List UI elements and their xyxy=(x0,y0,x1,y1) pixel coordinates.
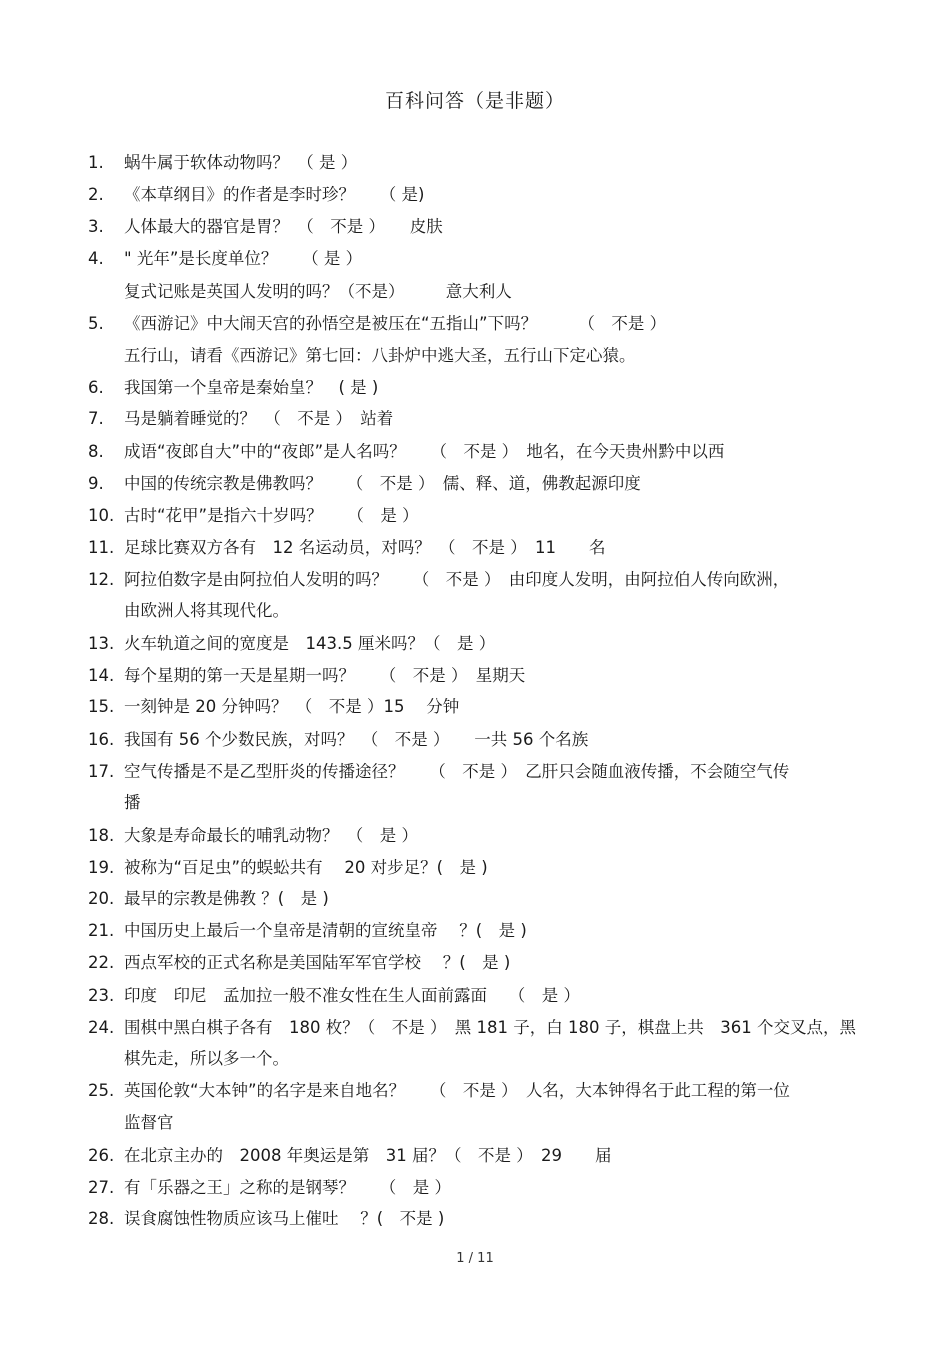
question-number: 10. xyxy=(88,506,115,525)
question-number: 17. xyxy=(88,762,115,781)
question-number: 9. xyxy=(88,474,104,493)
question-number: 13. xyxy=(88,634,115,653)
question-text: 棋先走，所以多一个。 xyxy=(124,1049,289,1068)
question-text: 火车轨道之间的宽度是 143.5 厘米吗？（ 是 ） xyxy=(124,634,496,653)
question-number: 8. xyxy=(88,442,104,461)
question-text: 阿拉伯数字是由阿拉伯人发明的吗？ （ 不是 ） 由印度人发明，由阿拉伯人传向欧洲， xyxy=(124,570,790,589)
question-text: 最早的宗教是佛教 ？( 是 ) xyxy=(124,889,329,908)
question-text: 足球比赛双方各有 12 名运动员，对吗？ （ 不是 ） 11 名 xyxy=(124,538,606,557)
question-text: 印度 印尼 孟加拉一般不准女性在生人面前露面 （ 是 ） xyxy=(124,986,580,1005)
question-number: 22. xyxy=(88,953,115,972)
question-text: 空气传播是不是乙型肝炎的传播途径？ （ 不是 ） 乙肝只会随血液传播，不会随空气传 xyxy=(124,762,790,781)
question-number: 7. xyxy=(88,409,104,428)
question-text: 误食腐蚀性物质应该马上催吐 ？( 不是 ) xyxy=(124,1209,445,1228)
question-text: 古时“花甲”是指六十岁吗？ （ 是 ） xyxy=(124,506,419,525)
question-number: 26. xyxy=(88,1146,115,1165)
question-text: 马是躺着睡觉的？ （ 不是 ） 站着 xyxy=(124,409,394,428)
question-number: 20. xyxy=(88,889,115,908)
question-text: 每个星期的第一天是星期一吗？ （ 不是 ） 星期天 xyxy=(124,666,526,685)
question-text: 人体最大的器官是胃？ （ 不是 ） 皮肤 xyxy=(124,217,443,236)
page-number: 1 / 11 xyxy=(456,1251,494,1266)
question-number: 18. xyxy=(88,826,115,845)
question-text: 播 xyxy=(124,793,141,812)
question-number: 4. xyxy=(88,249,104,268)
question-number: 3. xyxy=(88,217,104,236)
question-text: 《西游记》中大闹天宫的孙悟空是被压在“五指山”下吗？ （ 不是 ） xyxy=(124,314,667,333)
question-text: 西点军校的正式名称是美国陆军军官学校 ？( 是 ) xyxy=(124,953,511,972)
question-text: 我国有 56 个少数民族，对吗？ （ 不是 ） 一共 56 个名族 xyxy=(124,730,589,749)
question-text: 蜗牛属于软体动物吗？ （ 是 ） xyxy=(124,153,358,172)
question-text: 《本草纲目》的作者是李时珍？ （ 是) xyxy=(124,185,425,204)
question-text: 由欧洲人将其现代化。 xyxy=(124,601,289,620)
question-number: 21. xyxy=(88,921,115,940)
question-number: 5. xyxy=(88,314,104,333)
question-number: 12. xyxy=(88,570,115,589)
page-title: 百科问答（是非题） xyxy=(384,90,565,112)
question-number: 23. xyxy=(88,986,115,1005)
question-number: 15. xyxy=(88,697,115,716)
question-number: 25. xyxy=(88,1081,115,1100)
question-number: 11. xyxy=(88,538,115,557)
question-text: 大象是寿命最长的哺乳动物？ （ 是 ） xyxy=(124,826,418,845)
question-number: 6. xyxy=(88,378,104,397)
question-number: 27. xyxy=(88,1178,115,1197)
question-text: 围棋中黑白棋子各有 180 枚？（ 不是 ） 黑 181 子，白 180 子，棋盘上共 361 个交叉点，黑 xyxy=(124,1018,856,1037)
question-text: 复式记账是英国人发明的吗？（不是） 意大利人 xyxy=(124,282,512,301)
question-number: 24. xyxy=(88,1018,115,1037)
question-text: 中国历史上最后一个皇帝是清朝的宣统皇帝 ？( 是 ) xyxy=(124,921,527,940)
question-text: 五行山，请看《西游记》第七回：八卦炉中逃大圣，五行山下定心猿。 xyxy=(124,346,636,365)
question-text: 被称为“百足虫”的蜈蚣共有 20 对步足？( 是 ) xyxy=(124,858,488,877)
question-text: " 光年”是长度单位？ （ 是 ） xyxy=(124,249,363,268)
question-text: 一刻钟是 20 分钟吗？ （ 不是 ）15 分钟 xyxy=(124,697,460,716)
question-number: 28. xyxy=(88,1209,115,1228)
question-text: 中国的传统宗教是佛教吗？ （ 不是 ） 儒、释、道，佛教起源印度 xyxy=(124,474,641,493)
question-text: 英国伦敦“大本钟”的名字是来自地名？ （ 不是 ） 人名，大本钟得名于此工程的第一位 xyxy=(124,1081,790,1100)
question-text: 我国第一个皇帝是秦始皇？ ( 是 ) xyxy=(124,378,379,397)
question-number: 1. xyxy=(88,153,104,172)
question-number: 2. xyxy=(88,185,104,204)
question-number: 16. xyxy=(88,730,115,749)
question-text: 在北京主办的 2008 年奥运是第 31 届？（ 不是 ） 29 届 xyxy=(124,1146,612,1165)
question-number: 14. xyxy=(88,666,115,685)
question-text: 有「乐器之王」之称的是钢琴？ （ 是 ） xyxy=(124,1178,451,1197)
question-text: 成语“夜郎自大”中的“夜郎”是人名吗？ （ 不是 ） 地名，在今天贵州黔中以西 xyxy=(124,442,725,461)
question-number: 19. xyxy=(88,858,115,877)
question-text: 监督官 xyxy=(124,1113,174,1132)
